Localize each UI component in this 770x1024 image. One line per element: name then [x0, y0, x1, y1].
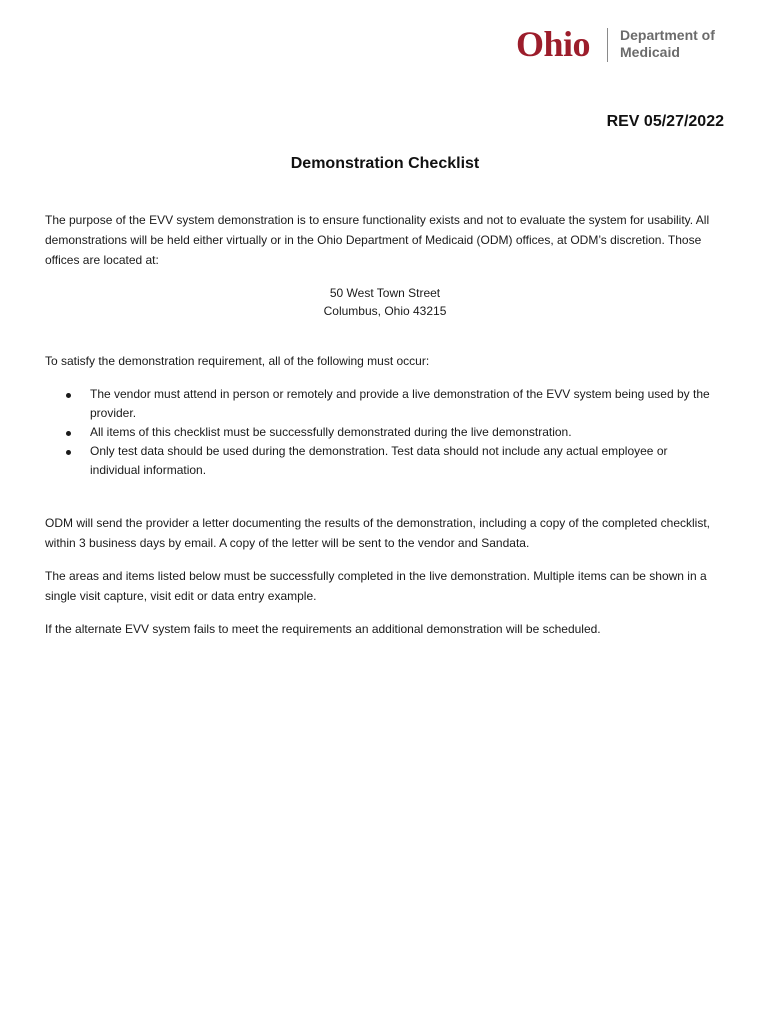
logo-department-name [620, 27, 732, 61]
office-address [0, 284, 770, 320]
revision-date: REV 05/27/2022 [606, 113, 724, 130]
list-item-text: Only test data should be used during the demonstration. Test data should not include any actual employee or individual information. [90, 444, 668, 477]
results-paragraph: ODM will send the provider a letter documenting the results of the demonstration, including a copy of the completed checklist, within 3 business days by email. A copy of the letter will be sent to the vendor and Sandata. [45, 516, 711, 550]
intro-paragraph: The purpose of the EVV system demonstration is to ensure functionality exists and not to evaluate the system for usability. All demonstrations will be held either virtually or in the Ohio Department of Medicaid (ODM) offices, at ODM’s discretion. Those offices are located at: [45, 213, 710, 267]
logo-dept-line1: Department of [620, 27, 715, 43]
address-street: 50 West Town Street [329, 286, 441, 300]
list-item [45, 385, 717, 423]
failure-paragraph: If the alternate EVV system fails to meet the requirements an additional demonstration will be scheduled. [45, 622, 601, 636]
list-item [45, 423, 717, 442]
bullet-icon [66, 431, 71, 436]
list-item-text: All items of this checklist must be successfully demonstrated during the live demonstration. [90, 425, 572, 439]
requirement-lead: To satisfy the demonstration requirement, all of the following must occur: [45, 354, 430, 368]
bullet-icon [66, 450, 71, 455]
logo-dept-line2: Medicaid [620, 44, 680, 60]
requirements-list [45, 385, 717, 480]
list-item-text: The vendor must attend in person or remotely and provide a live demonstration of the EVV system being used by the provider. [90, 387, 710, 420]
bullet-icon [66, 393, 71, 398]
logo-wordmark: Ohio [516, 24, 591, 64]
list-item [45, 442, 717, 480]
ohio-medicaid-logo [516, 24, 730, 68]
logo-divider [607, 28, 608, 62]
address-city: Columbus, Ohio 43215 [323, 304, 447, 318]
document-title: Demonstration Checklist [290, 155, 480, 172]
areas-paragraph: The areas and items listed below must be successfully completed in the live demonstration. Multiple items can be shown in a single visit capture, visit edit or data entry example. [45, 569, 707, 603]
